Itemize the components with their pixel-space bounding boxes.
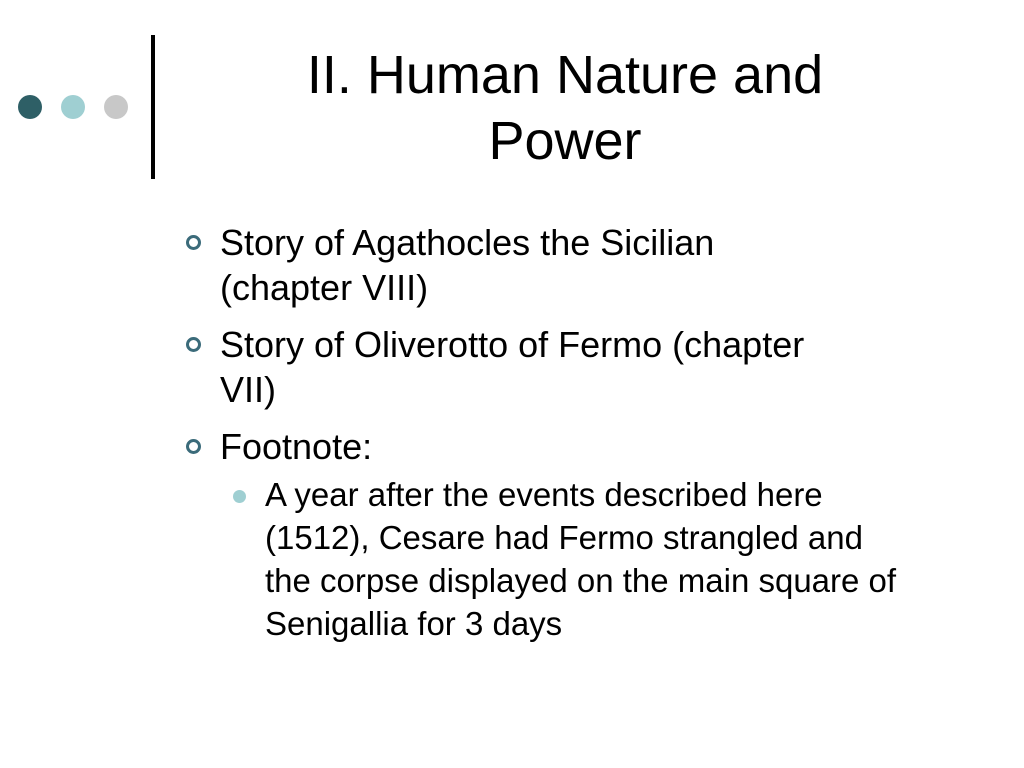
slide-title <box>200 42 930 174</box>
bullet-text: Footnote: <box>220 426 373 467</box>
title-line-1: II. Human Nature and <box>306 45 824 105</box>
bullet-item <box>183 322 963 412</box>
decorative-dot-dark <box>18 95 42 119</box>
decorative-dot-gray <box>104 95 128 119</box>
title-line-2: Power <box>488 111 642 171</box>
sub-bullet-item <box>183 473 918 645</box>
ring-bullet-icon <box>186 235 201 250</box>
bullet-text-line-2: VII) <box>220 369 277 410</box>
decorative-dot-light <box>61 95 85 119</box>
bullet-text-line-1: Story of Agathocles the Sicilian <box>220 222 715 263</box>
bullet-text-line-1: Story of Oliverotto of Fermo (chapter <box>220 324 805 365</box>
bullet-item <box>183 220 963 310</box>
sub-bullet-text: A year after the events described here (1512), Cesare had Fermo strangled and the corpse displayed on the main square of Senigallia for 3 days <box>265 476 897 642</box>
ring-bullet-icon <box>186 439 201 454</box>
title-divider <box>151 35 155 179</box>
ring-bullet-icon <box>186 337 201 352</box>
bullet-text-line-2: (chapter VIII) <box>220 267 429 308</box>
disc-bullet-icon <box>233 490 246 503</box>
bullet-list <box>183 220 963 645</box>
bullet-item <box>183 424 963 469</box>
